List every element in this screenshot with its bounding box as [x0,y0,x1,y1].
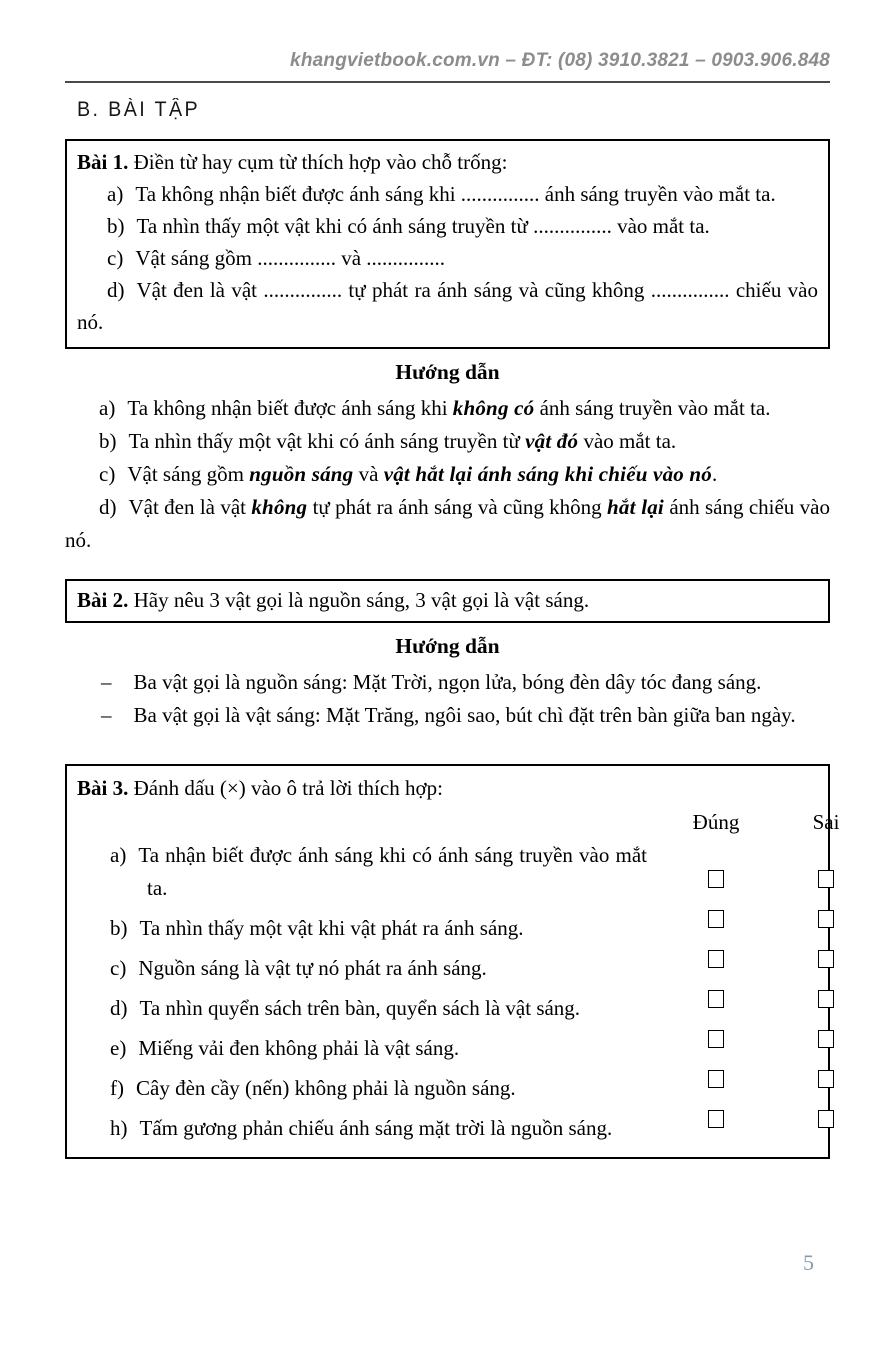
page-number: 5 [803,1250,814,1275]
bai2-title-line [77,584,818,616]
bai3-row-b: b) Ta nhìn thấy một vật khi vật phát ra ánh sáng. [77,905,818,945]
huongdan1-answer-a: a) Ta không nhận biết được ánh sáng khi không có ánh sáng truyền vào mắt ta. [99,396,771,420]
answer-emphasis: không có [452,396,535,420]
bai3-title-line [77,772,818,804]
checkbox-sai-a[interactable] [818,870,834,888]
answer-emphasis: vật hắt lại ánh sáng khi chiếu vào nó [383,462,712,486]
bai1-item-b: b) Ta nhìn thấy một vật khi có ánh sáng truyền từ ............... vào mắt ta. [107,214,710,238]
checkbox-dung-e[interactable] [708,1030,724,1048]
bai1-label: Bài 1. [77,150,129,174]
huongdan1-answer-d: d) Vật đen là vật không tự phát ra ánh sáng và cũng không hắt lại ánh sáng chiếu vào nó. [65,495,830,552]
checkbox-sai-d[interactable] [818,990,834,1008]
huongdan2-answer-1: – Ba vật gọi là nguồn sáng: Mặt Trời, ngọn lửa, bóng đèn dây tóc đang sáng. [101,670,762,694]
answer-emphasis: hắt lại [607,495,664,519]
huongdan1-answer-b: b) Ta nhìn thấy một vật khi có ánh sáng truyền từ vật đó vào mắt ta. [99,429,677,453]
exercise-box-bai2 [65,579,830,623]
bai1-item-a: a) Ta không nhận biết được ánh sáng khi ............... ánh sáng truyền vào mắt ta. [107,182,776,206]
bai3-row-f: f) Cây đèn cầy (nến) không phải là nguồn sáng. [77,1065,818,1105]
bai3-row-c: c) Nguồn sáng là vật tự nó phát ra ánh sáng. [77,945,818,985]
column-header-dung: Đúng [692,810,740,834]
checkbox-dung-a[interactable] [708,870,724,888]
answer-emphasis: vật đó [525,429,579,453]
column-header-sai: Sai [812,810,840,834]
bai1-title-line [77,146,818,178]
bai3-label: Bài 3. [77,776,129,800]
checkbox-dung-c[interactable] [708,950,724,968]
bai1-item-c: c) Vật sáng gồm ............... và ............... [107,246,446,270]
answer-emphasis: không [251,495,308,519]
bai1-title: Điền từ hay cụm từ thích hợp vào chỗ trống: [133,150,508,174]
bai3-column-headers [77,806,840,839]
exercise-box-bai1 [65,139,830,349]
huongdan2-answer-2: – Ba vật gọi là vật sáng: Mặt Trăng, ngôi sao, bút chì đặt trên bàn giữa ban ngày. [101,703,796,727]
checkbox-dung-d[interactable] [708,990,724,1008]
checkbox-dung-f[interactable] [708,1070,724,1088]
checkbox-dung-h[interactable] [708,1110,724,1128]
bai1-item-d: d) Vật đen là vật ............... tự phát ra ánh sáng và cũng không ............... chiếu vào nó. [77,278,818,334]
huongdan1-answer-c: c) Vật sáng gồm nguồn sáng và vật hắt lại ánh sáng khi chiếu vào nó. [99,462,718,486]
section-title: B. BÀI TẬP [77,98,200,121]
bai2-title: Hãy nêu 3 vật gọi là nguồn sáng, 3 vật gọi là vật sáng. [133,588,590,612]
bai3-row-e: e) Miếng vải đen không phải là vật sáng. [77,1025,818,1065]
checkbox-sai-f[interactable] [818,1070,834,1088]
answer-emphasis: nguồn sáng [249,462,354,486]
bai3-row-h: h) Tấm gương phản chiếu ánh sáng mặt trời là nguồn sáng. [77,1105,818,1145]
checkbox-dung-b[interactable] [708,910,724,928]
bai3-row-a: a) Ta nhận biết được ánh sáng khi có ánh sáng truyền vào mắt ta. [77,839,818,905]
bai3-title: Đánh dấu (×) vào ô trả lời thích hợp: [133,776,443,800]
checkbox-sai-h[interactable] [818,1110,834,1128]
book-header: khangvietbook.com.vn – ĐT: (08) 3910.3821 – 0903.906.848 [65,50,830,83]
huongdan1-heading: Hướng dẫn [395,360,500,384]
exercise-box-bai3 [65,764,840,1159]
bai3-row-d: d) Ta nhìn quyển sách trên bàn, quyển sách là vật sáng. [77,985,818,1025]
checkbox-sai-c[interactable] [818,950,834,968]
bai2-label: Bài 2. [77,588,129,612]
checkbox-sai-e[interactable] [818,1030,834,1048]
huongdan2-heading: Hướng dẫn [395,634,500,658]
checkbox-sai-b[interactable] [818,910,834,928]
